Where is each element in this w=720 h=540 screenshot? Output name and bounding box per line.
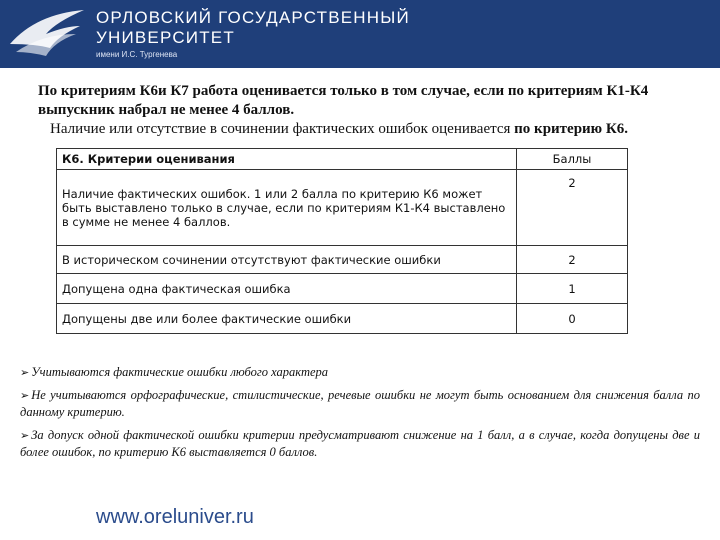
table-header-row [57,149,628,170]
intro-criterion-bold: по критерию К6. [514,121,629,137]
intro-criterion-prefix: Наличие или отсутствие в сочинении фактических ошибок оценивается [50,121,515,137]
note-item [20,427,700,461]
table-cell-text: Допущена одна фактическая ошибка [57,274,517,304]
table-row [57,170,628,246]
table-cell-score: 2 [517,246,628,274]
note-text: Не учитываются орфографические, стилистические, речевые ошибки не могут быть основанием для снижения балла по данному критерию. [20,388,700,419]
note-text: За допуск одной фактической ошибки критерии предусматривают снижение на 1 балл, а в случае, когда допущены две и более ошибок, по критерию К6 выставляется 0 баллов. [20,428,700,459]
arrow-bullet-icon: ➢ [20,366,30,379]
table-cell-score: 1 [517,274,628,304]
table-cell-score: 0 [517,304,628,334]
table-cell-text: В историческом сочинении отсутствуют фактические ошибки [57,246,517,274]
intro-criterion-text [50,120,710,138]
table-cell-text: Наличие фактических ошибок. 1 или 2 балла по критерию К6 может быть выставлено только в случае, если по критериям К1-К4 выставлено в сумме не менее 4 баллов. [57,170,517,246]
university-logo-icon [6,4,88,62]
arrow-bullet-icon: ➢ [20,429,30,442]
table-row [57,304,628,334]
university-name-line2: УНИВЕРСИТЕТ [96,28,235,47]
table-header-title: К6. Критерии оценивания [57,149,517,170]
table-cell-text: Допущены две или более фактические ошибки [57,304,517,334]
note-item [20,387,700,421]
note-item [20,364,700,381]
table-row [57,274,628,304]
university-name-line1: ОРЛОВСКИЙ ГОСУДАРСТВЕННЫЙ [96,8,410,27]
footer-url[interactable]: www.oreluniver.ru [96,506,254,528]
table-row [57,246,628,274]
table-cell-score: 2 [517,170,628,246]
table-header-score: Баллы [517,149,628,170]
arrow-bullet-icon: ➢ [20,389,30,402]
university-name-line3: имени И.С. Тургенева [96,50,178,59]
header-banner [0,0,720,68]
notes-list [20,364,700,467]
criteria-table [56,148,628,334]
note-text: Учитываются фактические ошибки любого характера [31,365,329,379]
intro-text: По критериям К6и К7 работа оценивается только в том случае, если по критериям К1-К4 выпускник набрал не менее 4 баллов. [38,83,649,118]
